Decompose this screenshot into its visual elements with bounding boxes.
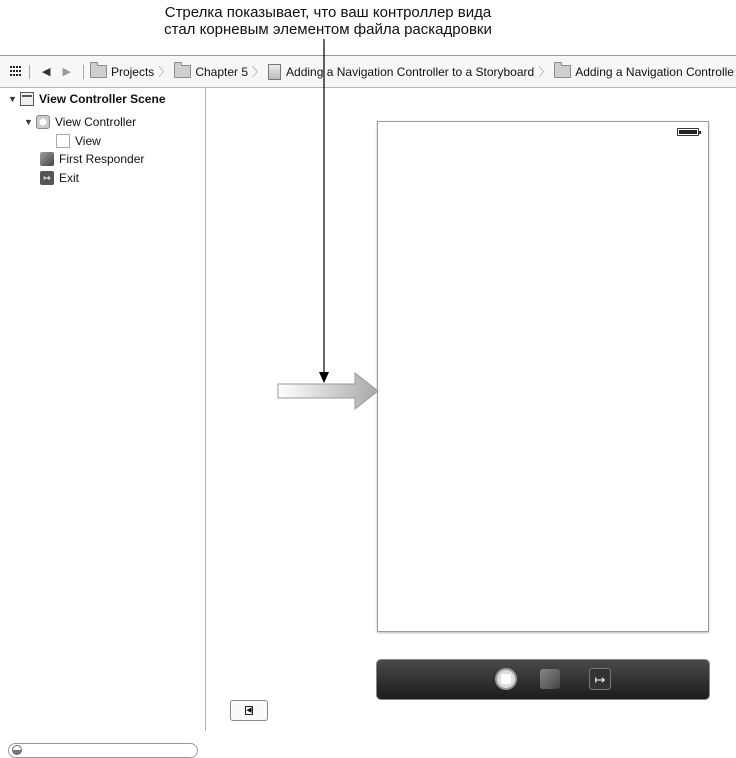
breadcrumb-label: Adding a Navigation Controller to a Storyboard xyxy=(286,64,535,79)
folder-icon xyxy=(174,65,191,78)
breadcrumb-group[interactable] xyxy=(554,65,734,79)
breadcrumb-projects[interactable] xyxy=(90,65,154,79)
breadcrumb-separator: 〉 xyxy=(158,65,171,79)
exit-icon[interactable]: ↦ xyxy=(589,668,611,690)
view-controller-icon[interactable] xyxy=(495,668,517,690)
outline-item-label: First Responder xyxy=(59,152,145,166)
first-responder-icon[interactable] xyxy=(540,669,560,689)
panel-toggle-icon: ◀ xyxy=(246,707,252,714)
outline-item-exit[interactable] xyxy=(40,171,79,185)
outline-item-view-controller[interactable] xyxy=(24,115,136,129)
toolbar-divider xyxy=(83,65,84,79)
outline-item-label: View Controller xyxy=(55,115,137,129)
outline-item-first-responder[interactable] xyxy=(40,152,144,166)
breadcrumb-chapter[interactable] xyxy=(174,65,248,79)
filter-icon xyxy=(12,745,22,755)
outline-filter-input[interactable] xyxy=(8,743,198,758)
callout-line-1: Стрелка показывает, что ваш контроллер вида xyxy=(164,4,492,21)
breadcrumb-label: Projects xyxy=(110,64,155,79)
breadcrumb-project[interactable] xyxy=(268,64,534,80)
scene-dock xyxy=(376,659,710,700)
breadcrumb-separator: 〉 xyxy=(252,65,265,79)
breadcrumb-label: Adding a Navigation Controlle xyxy=(575,64,734,79)
outline-item-label: Exit xyxy=(59,171,80,185)
exit-icon: ↦ xyxy=(40,171,54,185)
jump-bar xyxy=(0,56,736,88)
show-outline-button[interactable] xyxy=(230,700,268,721)
scene-icon xyxy=(20,92,34,106)
back-button[interactable]: ◀ xyxy=(42,66,51,78)
view-controller-icon xyxy=(36,115,50,129)
view-controller-scene[interactable] xyxy=(377,121,709,632)
breadcrumb-separator: 〉 xyxy=(538,65,551,79)
outline-item-label: View Controller Scene xyxy=(39,92,166,106)
xcode-window xyxy=(0,55,736,730)
view-icon xyxy=(56,134,70,148)
folder-icon xyxy=(554,65,571,78)
breadcrumb-label: Chapter 5 xyxy=(195,64,249,79)
related-items-icon[interactable] xyxy=(10,66,23,77)
outline-item-view[interactable] xyxy=(56,134,101,148)
callout-line-2: стал корневым элементом файла раскадровки xyxy=(164,21,492,38)
callout-annotation xyxy=(0,4,656,38)
battery-icon xyxy=(677,128,699,136)
outline-item-label: View xyxy=(75,134,101,148)
first-responder-icon xyxy=(40,152,54,166)
document-outline xyxy=(0,88,206,731)
toolbar-divider xyxy=(29,65,30,79)
folder-icon xyxy=(90,65,107,78)
forward-button[interactable]: ▶ xyxy=(62,66,71,78)
project-file-icon xyxy=(268,64,281,80)
disclosure-triangle-icon[interactable]: ▼ xyxy=(8,94,17,104)
disclosure-triangle-icon[interactable]: ▼ xyxy=(24,117,33,127)
outline-item-scene[interactable] xyxy=(8,92,166,106)
storyboard-canvas[interactable] xyxy=(207,88,736,731)
